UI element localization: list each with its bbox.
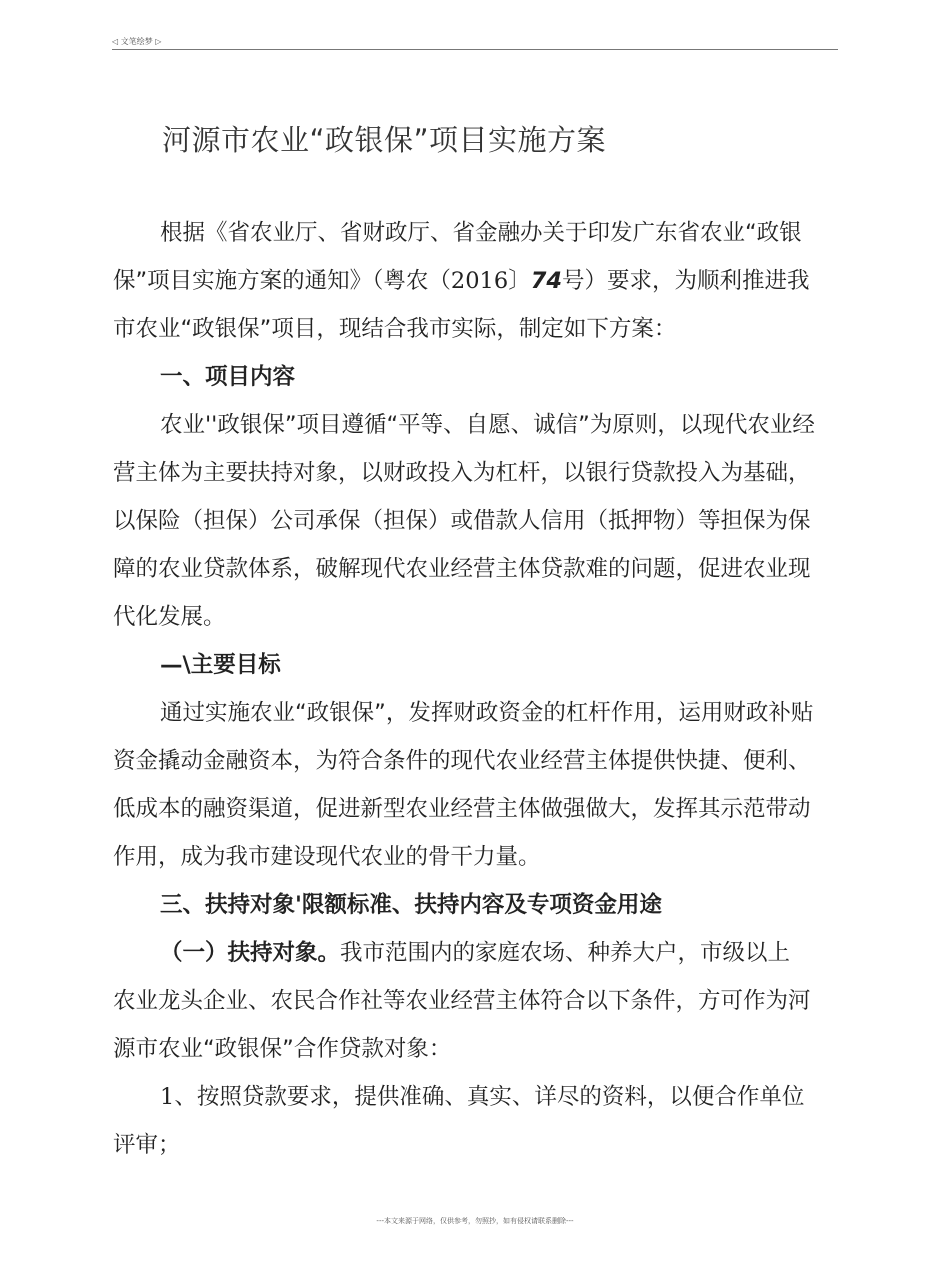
section-2-line: 通过实施农业“政银保”，发挥财政资金的杠杆作用，运用财政补贴 — [160, 700, 814, 726]
section-1-heading: 一、项目内容 — [160, 364, 296, 390]
section-1-line: 营主体为主要扶持对象，以财政投入为杠杆，以银行贷款投入为基础， — [113, 460, 811, 486]
intro-line-1: 根据《省农业厅、省财政厅、省金融办关于印发广东省农业“政银 — [160, 220, 802, 246]
section-2-line: 资金撬动金融资本，为符合条件的现代农业经营主体提供快捷、便利、 — [113, 748, 811, 774]
intro-line-3: 市农业“政银保”项目，现结合我市实际，制定如下方案： — [113, 316, 677, 342]
section-2-line: 低成本的融资渠道，促进新型农业经营主体做强做大，发挥其示范带动 — [113, 796, 811, 822]
section-1-line: 障的农业贷款体系，破解现代农业经营主体贷款难的问题，促进农业现 — [113, 556, 811, 582]
section-3-line: 农业龙头企业、农民合作社等农业经营主体符合以下条件，方可作为河 — [113, 988, 811, 1014]
section-3-sub1-line: （一）扶持对象。我市范围内的家庭农场、种养大户，市级以上 — [160, 940, 791, 966]
section-1-line: 农业''政银保”项目遵循“平等、自愿、诚信”为原则，以现代农业经 — [160, 412, 815, 438]
intro-line-2: 保”项目实施方案的通知》（粤农（2016〕74号）要求，为顺利推进我 — [113, 268, 810, 294]
section-1-line: 代化发展。 — [113, 604, 226, 630]
sub1-label: （一）扶持对象。 — [160, 940, 341, 966]
page-header: ◁ 文笔绘梦 ▷ — [112, 37, 162, 46]
document-title: 河源市农业“政银保”项目实施方案 — [162, 123, 607, 157]
section-3-heading: 三、扶持对象'限额标准、扶持内容及专项资金用途 — [160, 892, 662, 918]
header-divider — [112, 49, 838, 50]
section-2-line: 作用，成为我市建设现代农业的骨干力量。 — [113, 844, 541, 870]
section-3-line: 源市农业“政银保”合作贷款对象： — [113, 1036, 452, 1062]
page-footer: ---本文来源于网络，仅供参考，勿照抄，如有侵权请联系删除--- — [376, 1217, 574, 1225]
section-1-line: 以保险（担保）公司承保（担保）或借款人信用（抵押物）等担保为保 — [113, 508, 811, 534]
item-1-continuation: 评审； — [113, 1132, 181, 1158]
section-2-heading: —\主要目标 — [160, 652, 281, 678]
item-1-line: 1、按照贷款要求，提供准确、真实、详尽的资料，以便合作单位 — [160, 1084, 805, 1110]
